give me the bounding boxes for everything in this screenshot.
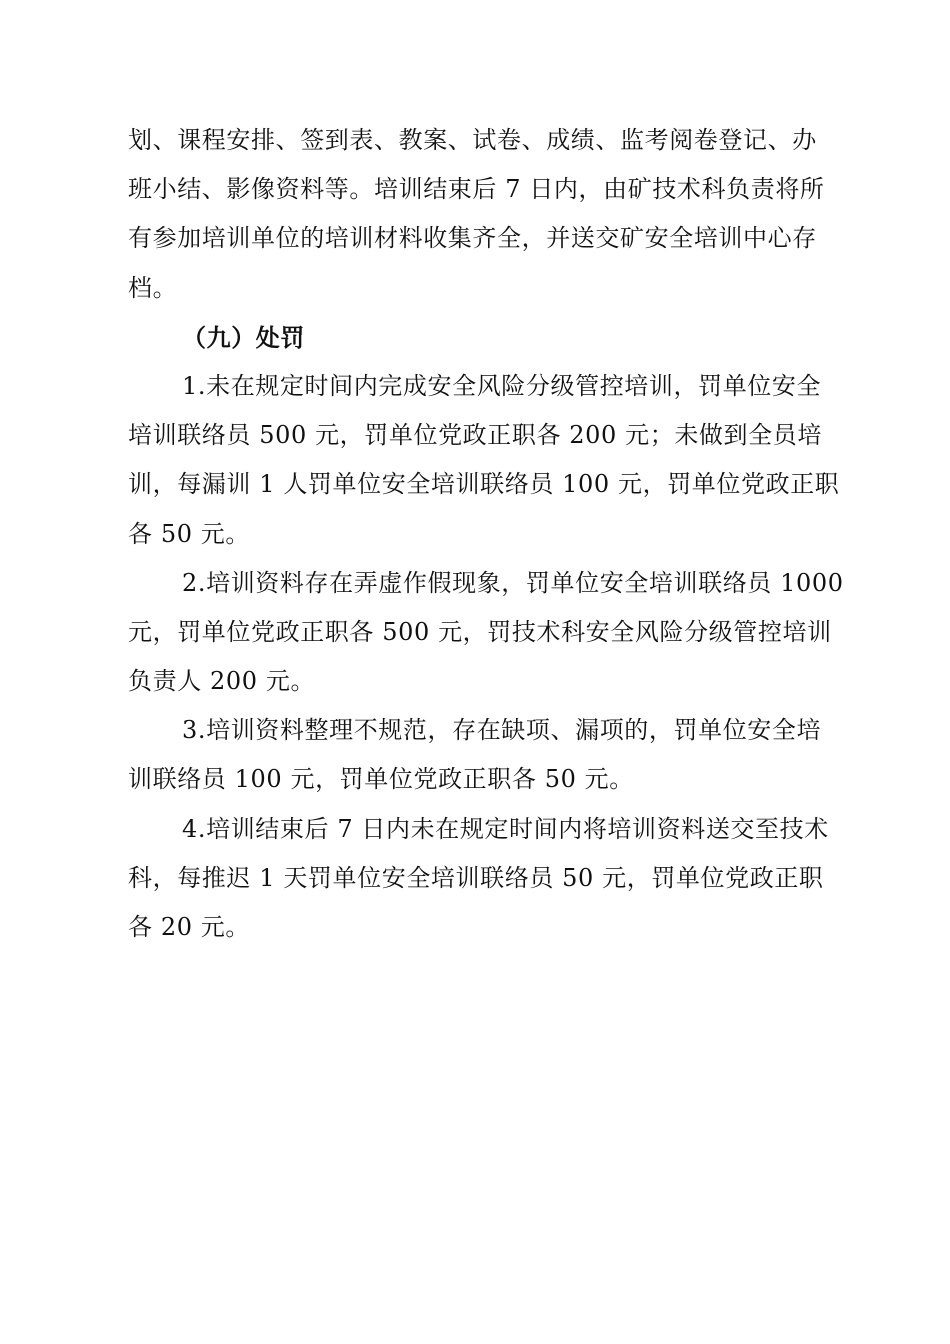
text-line: 科，每推迟 1 天罚单位安全培训联络员 50 元，罚单位党政正职: [128, 863, 824, 892]
text-line: 划、课程安排、签到表、教案、试卷、成绩、监考阅卷登记、办: [128, 126, 817, 154]
paragraph-first-line: 4.培训结束后 7 日内未在规定时间内将培训资料送交至技术: [182, 814, 829, 843]
paragraph-first-line: 2.培训资料存在弄虚作假现象，罚单位安全培训联络员 1000: [182, 568, 844, 597]
text-line: 训，每漏训 1 人罚单位安全培训联络员 100 元，罚单位党政正职: [128, 470, 840, 499]
text-line: 各 50 元。: [128, 519, 250, 548]
text-line: 各 20 元。: [128, 913, 250, 941]
document-body: [128, 116, 844, 952]
text-line: 负责人 200 元。: [128, 667, 316, 696]
text-line: 档。: [128, 273, 178, 302]
text-line: 训联络员 100 元，罚单位党政正职各 50 元。: [128, 765, 634, 794]
text-line: 有参加培训单位的培训材料收集齐全，并送交矿安全培训中心存: [128, 224, 817, 253]
paragraph-first-line: 3.培训资料整理不规范，存在缺项、漏项的，罚单位安全培: [182, 716, 822, 745]
text-line: 元，罚单位党政正职各 500 元，罚技术科安全风险分级管控培训: [128, 617, 832, 646]
section-heading: （九）处罚: [182, 322, 305, 352]
text-line: 班小结、影像资料等。培训结束后 7 日内，由矿技术科负责将所: [128, 175, 825, 204]
paragraph-first-line: 1.未在规定时间内完成安全风险分级管控培训，罚单位安全: [182, 371, 822, 400]
text-line: 培训联络员 500 元，罚单位党政正职各 200 元；未做到全员培: [128, 421, 822, 450]
